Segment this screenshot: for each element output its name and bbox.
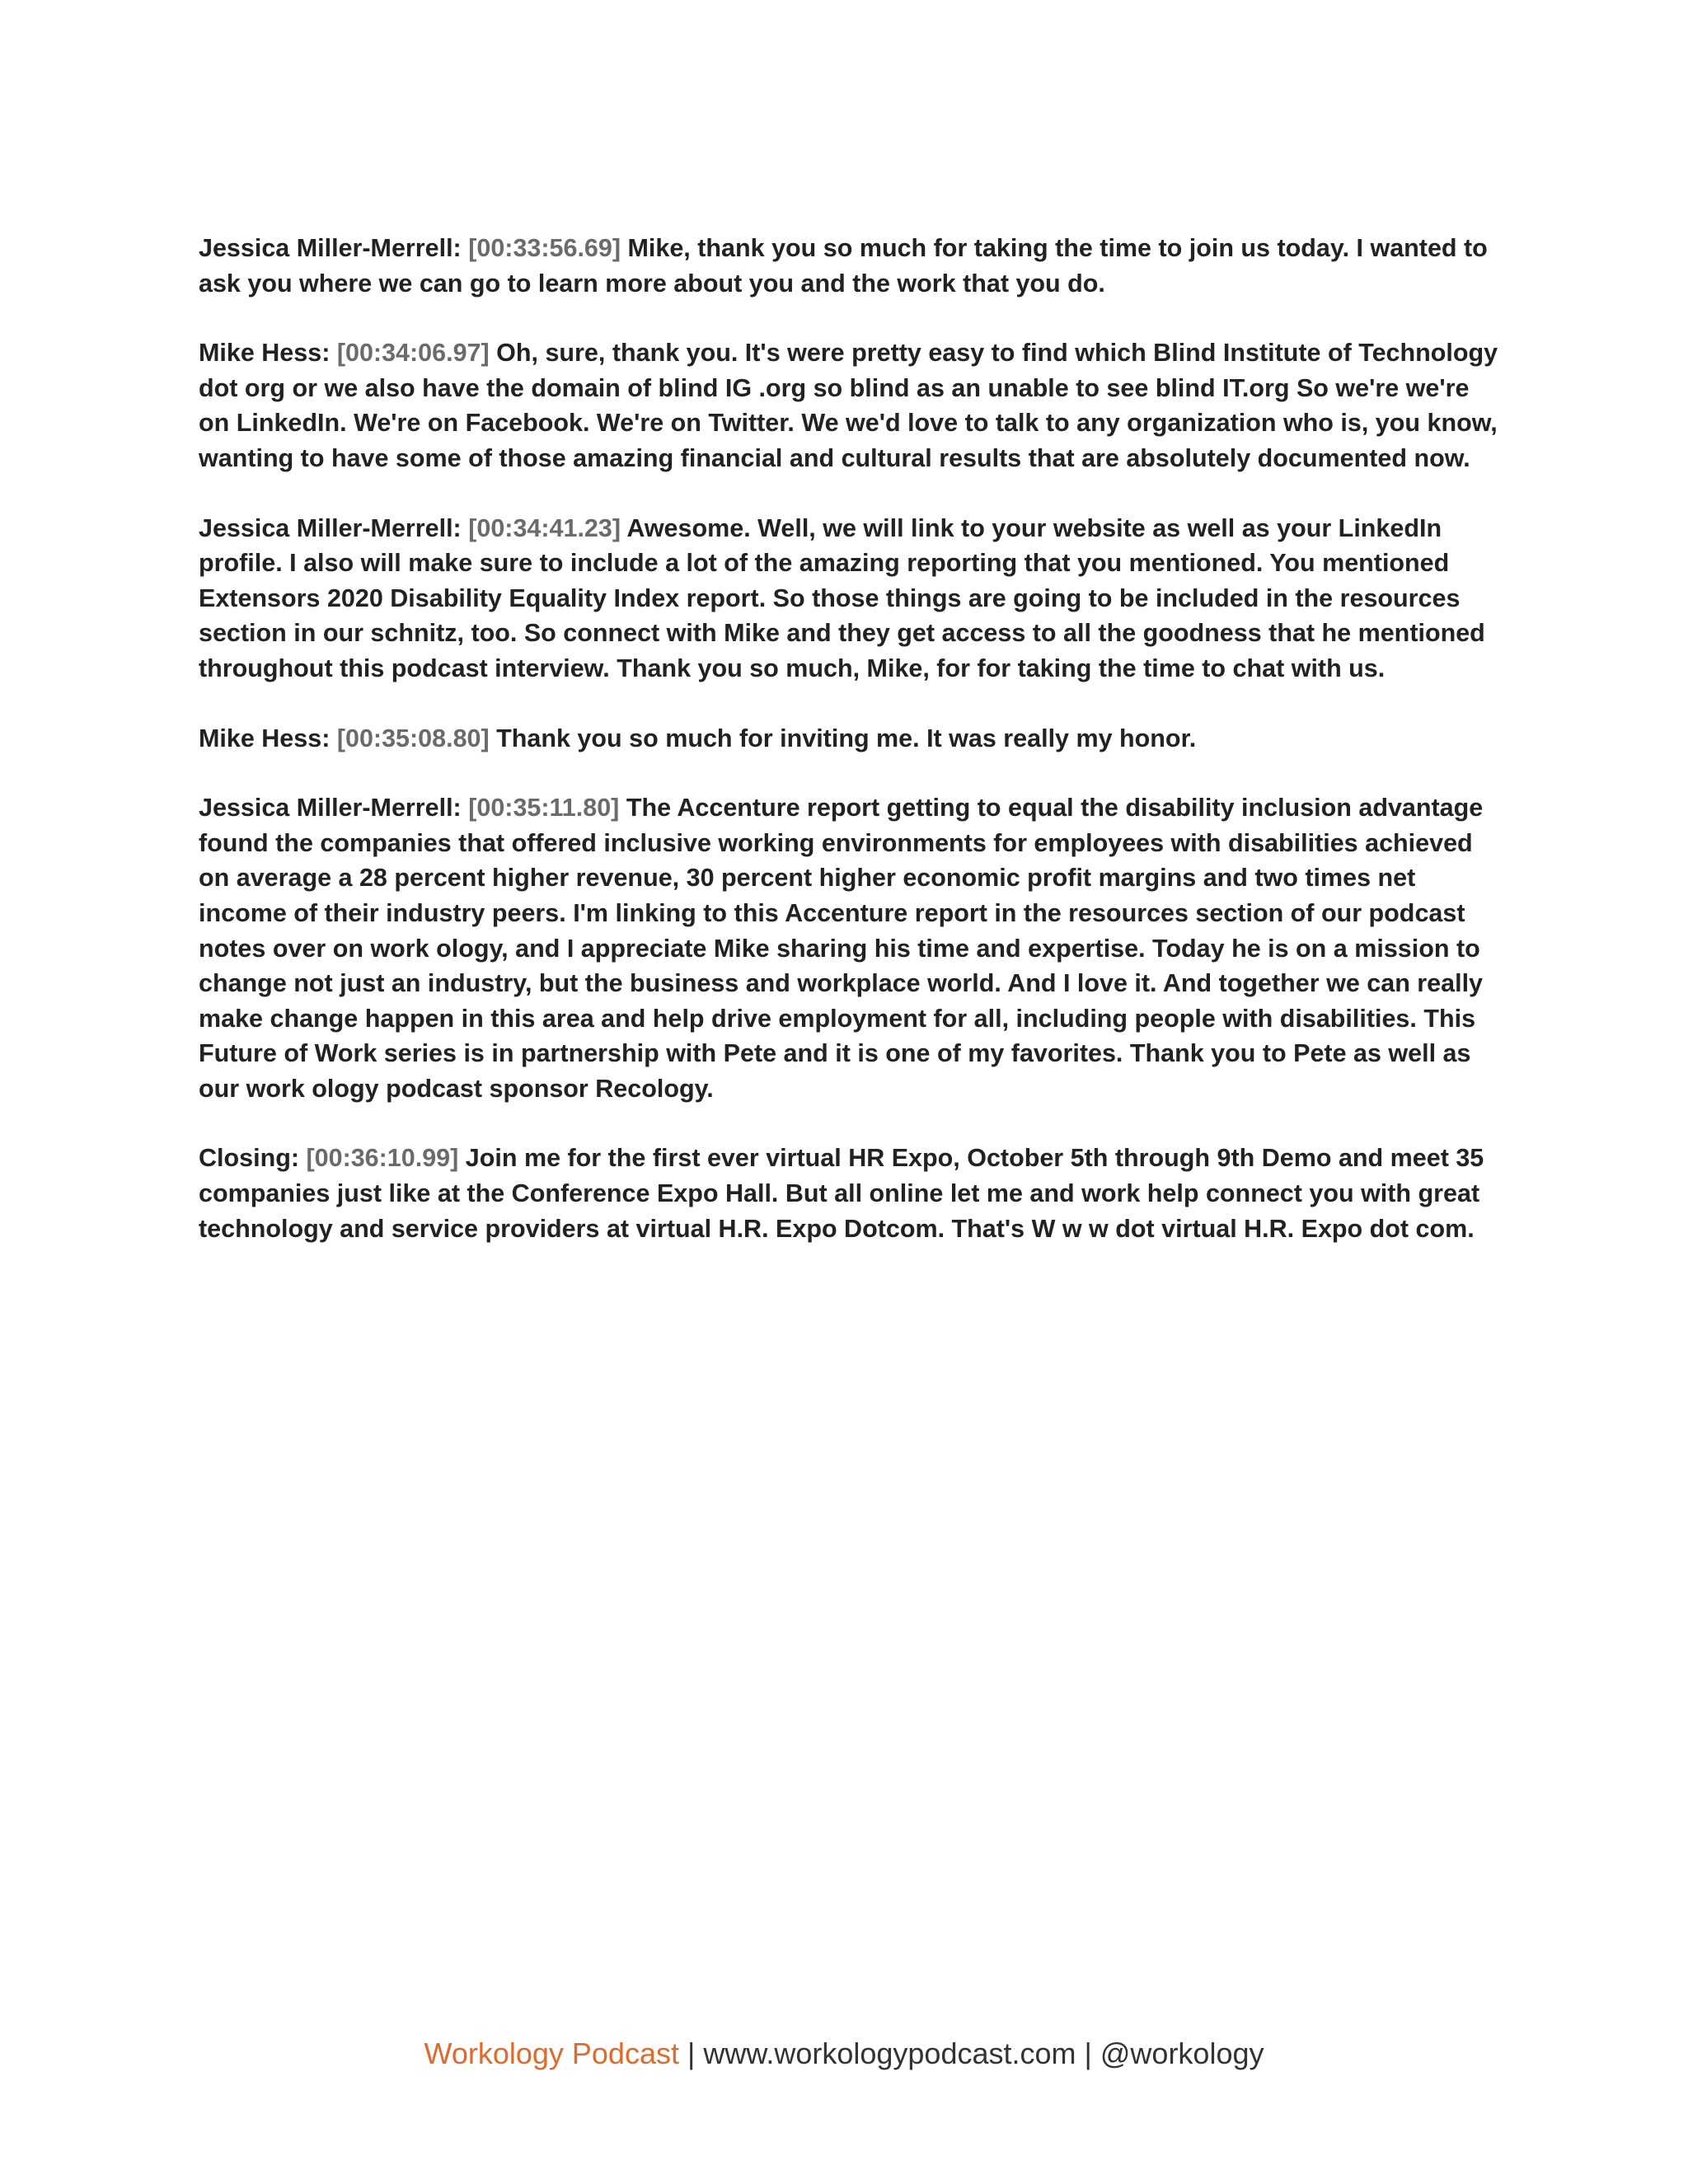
transcript-paragraph	[199, 231, 1501, 301]
paragraph-text: Thank you so much for inviting me. It was really my honor.	[496, 724, 1197, 752]
footer-website: www.workologypodcast.com	[703, 2036, 1076, 2070]
transcript-paragraph	[199, 335, 1501, 476]
paragraph-text: Mike, thank you so much for taking the time to join us today. I wanted to ask you where we can go to learn more about you and the work that you do.	[199, 234, 1488, 298]
paragraph-text: Oh, sure, thank you. It's were pretty easy to find which Blind Institute of Technology dot org or we also have the domain of blind IG .org so blind as an unable to see blind IT.org So we're we're on LinkedIn. We're on Facebook. We're on Twitter. We we'd love to talk to any organization who is, you know, wanting to have some of those amazing financial and cultural results that are absolutely documented now.	[199, 339, 1498, 472]
transcript-paragraph	[199, 1141, 1501, 1246]
speaker-name: Jessica Miller-Merrell:	[199, 513, 462, 542]
paragraph-text: Awesome. Well, we will link to your website as well as your LinkedIn profile. I also will make sure to include a lot of the amazing reporting that you mentioned. You mentioned Extensors 2020 Disability Equality Index report. So those things are going to be included in the resources section in our schnitz, too. So connect with Mike and they get access to all the goodness that he mentioned throughout this podcast interview. Thank you so much, Mike, for for taking the time to chat with us.	[199, 513, 1485, 682]
footer-handle: @workology	[1100, 2036, 1264, 2070]
timestamp: [00:33:56.69]	[468, 234, 621, 262]
speaker-name: Closing:	[199, 1144, 299, 1173]
footer-brand: Workology Podcast	[424, 2036, 679, 2070]
timestamp: [00:34:06.97]	[336, 339, 490, 368]
page-footer	[0, 2036, 1688, 2072]
speaker-name: Mike Hess:	[199, 724, 331, 752]
timestamp: [00:35:08.80]	[336, 724, 490, 752]
transcript-paragraph	[199, 790, 1501, 1106]
speaker-name: Jessica Miller-Merrell:	[199, 234, 462, 262]
timestamp: [00:34:41.23]	[468, 513, 621, 542]
footer-separator: |	[1076, 2036, 1100, 2070]
paragraph-text: Join me for the first ever virtual HR Expo, October 5th through 9th Demo and meet 35 companies just like at the Conference Expo Hall. But all online let me and work help connect you with great technology and service providers at virtual H.R. Expo Dotcom. That's W w w dot virtual H.R. Expo dot com.	[199, 1144, 1484, 1243]
timestamp: [00:36:10.99]	[306, 1144, 459, 1173]
transcript-paragraph	[199, 721, 1501, 757]
speaker-name: Mike Hess:	[199, 339, 331, 368]
footer-separator: |	[678, 2036, 704, 2070]
transcript	[199, 231, 1501, 1281]
transcript-paragraph	[199, 511, 1501, 687]
speaker-name: Jessica Miller-Merrell:	[199, 794, 462, 823]
timestamp: [00:35:11.80]	[468, 794, 620, 823]
paragraph-text: The Accenture report getting to equal the disability inclusion advantage found the companies that offered inclusive working environments for employees with disabilities achieved on average a 28 percent higher revenue, 30 percent higher economic profit margins and two times net income of their industry peers. I'm linking to this Accenture report in the resources section of our podcast notes over on work ology, and I appreciate Mike sharing his time and expertise. Today he is on a mission to change not just an industry, but the business and workplace world. And I love it. And together we can really make change happen in this area and help drive employment for all, including people with disabilities. This Future of Work series is in partnership with Pete and it is one of my favorites. Thank you to Pete as well as our work ology podcast sponsor Recology.	[199, 794, 1484, 1103]
